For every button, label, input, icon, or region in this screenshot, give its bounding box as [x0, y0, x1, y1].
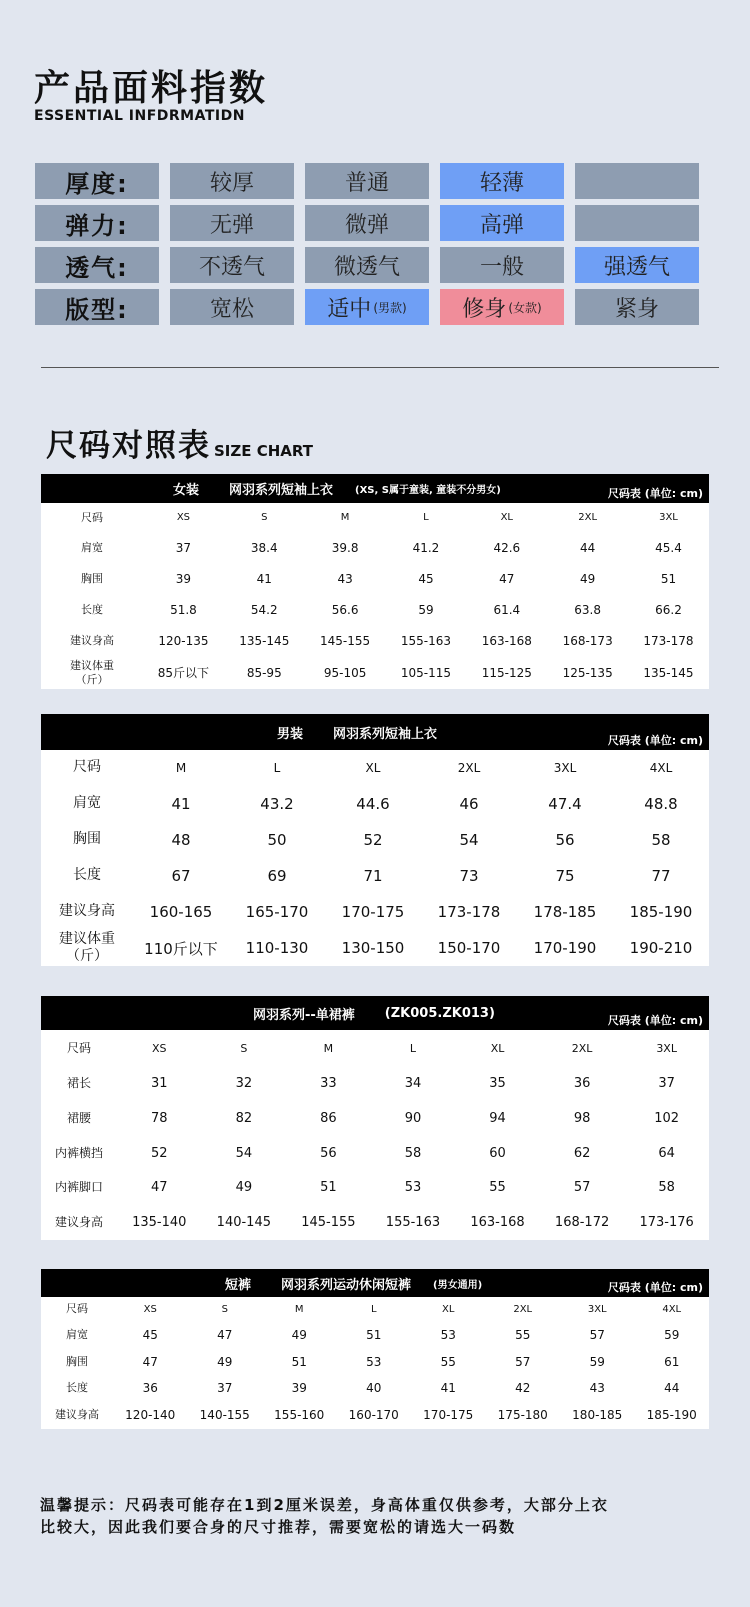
- size-data-row: [41, 1401, 709, 1429]
- size-cell: 145-155: [301, 1214, 356, 1230]
- size-data-row: [41, 1348, 709, 1375]
- fabric-option-label: 普通: [344, 170, 389, 196]
- size-cell: 2XL: [457, 761, 481, 775]
- size-table-title: [277, 714, 437, 750]
- fabric-title: 产品面料指数: [34, 68, 269, 109]
- size-cell: 47: [151, 1179, 168, 1195]
- size-data-row: [41, 1100, 709, 1136]
- size-data-row: [41, 656, 709, 689]
- size-cell: 47: [142, 1354, 158, 1369]
- size-table: [41, 1269, 709, 1429]
- size-row-label: 肩宽: [73, 795, 101, 812]
- fabric-option-label: 强透气: [603, 254, 670, 280]
- size-cell: 173-178: [643, 633, 694, 648]
- size-cell: 85斤以下: [157, 666, 210, 680]
- size-cell: 55: [489, 1179, 506, 1195]
- size-table-note: (男女通用): [433, 1279, 483, 1291]
- size-tip: [40, 1494, 609, 1538]
- fabric-subtitle: ESSENTIAL INFDRMATIDN: [34, 108, 245, 124]
- size-cell: 67: [171, 867, 191, 885]
- size-cell: 46: [459, 795, 479, 813]
- size-cell: 168-172: [554, 1214, 610, 1230]
- size-row-label: [41, 931, 133, 966]
- size-row-label: 内裤横挡: [54, 1145, 103, 1160]
- size-row-label: 裙长: [66, 1075, 91, 1090]
- size-table-unit: 尺码表 (单位: cm): [607, 1014, 703, 1027]
- size-data-row: [41, 894, 709, 930]
- size-cell: 2XL: [513, 1303, 533, 1315]
- size-cell: 49: [235, 1179, 253, 1195]
- fabric-option-empty: [575, 205, 699, 241]
- fabric-option-label: 修身: [462, 296, 507, 322]
- size-row-label: 尺码: [66, 1040, 91, 1055]
- size-cell: 44.6: [356, 795, 390, 813]
- size-cell: 105-115: [400, 665, 452, 680]
- size-cell: L: [273, 761, 281, 775]
- size-table: [41, 996, 709, 1240]
- size-row-label: 长度: [81, 602, 103, 616]
- size-row-label: 建议身高: [70, 633, 114, 647]
- fabric-option-label: 一般: [479, 254, 524, 280]
- size-cell: 173-176: [639, 1214, 694, 1230]
- size-cell: 43: [337, 571, 353, 586]
- size-row-label: 尺码: [66, 1302, 88, 1316]
- size-cell: 173-178: [437, 903, 501, 921]
- size-cell: 33: [320, 1075, 337, 1091]
- size-header-row: [41, 1030, 709, 1066]
- size-cell: XL: [365, 761, 381, 775]
- size-cell: 39: [175, 571, 192, 586]
- fabric-index-grid: [35, 163, 710, 331]
- size-cell: 36: [142, 1381, 158, 1395]
- size-cell: 57: [515, 1354, 531, 1369]
- size-cell: 54: [459, 831, 479, 849]
- fabric-option-label: 高弹: [479, 212, 524, 238]
- size-cell: 53: [404, 1179, 422, 1195]
- fabric-option: [575, 247, 699, 283]
- size-row-label: [41, 659, 143, 687]
- size-cell: 163-168: [470, 1214, 525, 1230]
- size-cell: 44: [664, 1381, 680, 1395]
- size-data-row: [41, 1066, 709, 1100]
- size-cell: XS: [176, 512, 191, 523]
- size-cell: 40: [366, 1381, 382, 1395]
- size-row-label: 长度: [73, 867, 101, 884]
- size-header-row: [41, 1297, 709, 1321]
- fabric-row: [35, 289, 710, 325]
- size-cell: 77: [651, 867, 671, 885]
- size-table-title-part: 女装: [173, 483, 200, 498]
- size-cell: 160-165: [149, 903, 213, 921]
- size-row-label: 尺码: [81, 510, 103, 524]
- size-chart-title-cn: 尺码对照表: [46, 428, 211, 464]
- fabric-option: [305, 247, 429, 283]
- fabric-option-note: (女款): [508, 300, 542, 315]
- size-table-unit: 尺码表 (单位: cm): [607, 1281, 703, 1294]
- size-cell: 71: [363, 867, 383, 885]
- size-cell: 58: [658, 1179, 675, 1195]
- fabric-row: [35, 163, 710, 199]
- size-cell: 170-175: [423, 1408, 474, 1422]
- size-chart-title-en: SIZE CHART: [214, 442, 314, 460]
- size-cell: 185-190: [646, 1408, 697, 1422]
- tip-line-2: 比较大，因此我们要合身的尺寸推荐，需要宽松的请选大一码数: [40, 1518, 517, 1536]
- size-row-label: 肩宽: [81, 540, 103, 554]
- size-cell: 64: [658, 1145, 675, 1161]
- size-cell: 165-170: [245, 903, 309, 921]
- size-table-title-part: 男装: [277, 726, 304, 742]
- size-row-label-line: （斤）: [75, 672, 109, 686]
- size-cell: 168-173: [562, 633, 613, 648]
- size-cell: 110-130: [245, 939, 309, 957]
- size-cell: 50: [267, 831, 287, 849]
- size-cell: 53: [440, 1327, 456, 1342]
- fabric-option-empty: [575, 163, 699, 199]
- size-cell: 57: [589, 1327, 605, 1342]
- size-header-row: [41, 750, 709, 786]
- fabric-option-note: (男款): [373, 300, 407, 315]
- size-cell: 190-210: [629, 939, 693, 957]
- fabric-option-label: 紧身: [614, 296, 659, 322]
- fabric-row: [35, 247, 710, 283]
- size-cell: 102: [654, 1110, 680, 1126]
- size-cell: 78: [151, 1110, 168, 1126]
- size-table-note: (XS, S属于童装, 童装不分男女): [355, 485, 501, 496]
- fabric-option: [170, 247, 294, 283]
- size-cell: 54.2: [250, 602, 278, 617]
- fabric-row-label: 厚度:: [35, 163, 159, 199]
- size-data-row: [41, 625, 709, 656]
- size-cell: M: [340, 512, 350, 523]
- size-row-label: 建议身高: [59, 903, 115, 920]
- size-row-label: 长度: [66, 1381, 88, 1395]
- size-row-label-line: 建议体重: [70, 658, 114, 672]
- size-row-label: 胸围: [66, 1354, 88, 1368]
- size-cell: 135-145: [239, 633, 290, 648]
- size-cell: 53: [366, 1354, 382, 1369]
- size-cell: 86: [320, 1110, 337, 1126]
- size-cell: 44: [580, 540, 596, 555]
- size-table-title-part: 网羽系列短袖上衣: [333, 726, 438, 742]
- size-cell: 63.8: [574, 602, 601, 617]
- size-cell: 120-135: [158, 633, 209, 648]
- size-cell: 49: [217, 1354, 233, 1369]
- size-chart-title: [46, 420, 313, 465]
- size-cell: 66.2: [655, 602, 682, 617]
- size-row-label: 肩宽: [66, 1327, 88, 1341]
- size-cell: 32: [235, 1075, 253, 1091]
- size-data-row: [41, 1136, 709, 1170]
- size-cell: M: [294, 1303, 304, 1315]
- size-cell: 4XL: [649, 761, 673, 775]
- size-cell: 37: [658, 1075, 675, 1091]
- size-table-header: [41, 714, 709, 750]
- size-cell: 58: [404, 1145, 422, 1161]
- size-cell: 60: [489, 1145, 506, 1161]
- fabric-option: [170, 289, 294, 325]
- size-cell: 47: [217, 1327, 233, 1342]
- size-cell: 42: [515, 1381, 531, 1395]
- size-cell: 36: [573, 1075, 591, 1091]
- size-cell: 185-190: [629, 903, 693, 921]
- size-row-label: 裙腰: [66, 1110, 91, 1125]
- fabric-row: [35, 205, 710, 241]
- size-table-title: [253, 996, 495, 1030]
- size-cell: S: [221, 1303, 228, 1315]
- fabric-option-label: 较厚: [209, 170, 254, 196]
- size-cell: 37: [217, 1381, 233, 1395]
- fabric-option: [305, 163, 429, 199]
- size-cell: 47.4: [548, 795, 582, 813]
- fabric-option: [440, 163, 564, 199]
- size-cell: L: [423, 512, 429, 523]
- fabric-option-label: 微透气: [333, 254, 400, 280]
- size-header-row: [41, 503, 709, 532]
- size-cell: 51: [366, 1327, 382, 1342]
- size-cell: 150-170: [437, 939, 501, 957]
- size-data-row: [41, 786, 709, 822]
- size-data-row: [41, 563, 709, 594]
- fabric-row-label: 透气:: [35, 247, 159, 283]
- size-cell: 56: [320, 1145, 337, 1161]
- size-cell: 51: [320, 1179, 337, 1195]
- size-cell: M: [323, 1041, 334, 1055]
- size-row-label: 内裤脚口: [54, 1179, 103, 1194]
- size-table: [41, 474, 709, 689]
- size-cell: XL: [500, 512, 513, 523]
- size-cell: 180-185: [572, 1408, 623, 1422]
- size-cell: 39.8: [331, 540, 359, 555]
- fabric-option: [440, 247, 564, 283]
- size-cell: 42.6: [493, 540, 521, 555]
- size-cell: 145-155: [320, 633, 371, 648]
- size-cell: 155-163: [385, 1214, 441, 1230]
- size-cell: 58: [651, 831, 671, 849]
- size-cell: XS: [143, 1303, 157, 1315]
- size-cell: 49: [580, 571, 596, 586]
- size-cell: 82: [235, 1110, 253, 1126]
- size-cell: 51.8: [170, 602, 197, 617]
- size-cell: 90: [404, 1110, 422, 1126]
- size-table-title-part: 短裤: [225, 1277, 252, 1293]
- size-table-title-part: 网羽系列短袖上衣: [229, 483, 334, 498]
- size-row-label: 尺码: [73, 759, 101, 776]
- size-data-row: [41, 1204, 709, 1240]
- size-table-header: [41, 996, 709, 1030]
- size-cell: 61: [664, 1354, 680, 1369]
- fabric-option: [170, 205, 294, 241]
- size-cell: 4XL: [662, 1303, 682, 1315]
- size-cell: 41: [256, 571, 272, 586]
- size-data-row: [41, 930, 709, 966]
- size-cell: 59: [589, 1354, 605, 1369]
- size-cell: 140-145: [216, 1214, 271, 1230]
- size-cell: 59: [418, 602, 434, 617]
- size-table-unit: 尺码表 (单位: cm): [607, 487, 703, 500]
- size-data-row: [41, 1170, 709, 1204]
- size-cell: 3XL: [656, 1041, 677, 1055]
- size-cell: 115-125: [481, 665, 532, 680]
- size-table-header: [41, 474, 709, 503]
- size-cell: 45: [418, 571, 434, 586]
- size-cell: 43.2: [260, 795, 294, 813]
- size-table: [41, 714, 709, 966]
- size-row-label-line: （斤）: [66, 948, 108, 964]
- fabric-option: [305, 205, 429, 241]
- size-cell: 175-180: [497, 1408, 548, 1422]
- size-cell: 2XL: [578, 512, 598, 523]
- size-cell: 3XL: [587, 1303, 607, 1315]
- size-cell: 3XL: [659, 512, 678, 523]
- size-cell: 38.4: [250, 540, 278, 555]
- size-cell: 94: [489, 1110, 506, 1126]
- size-cell: 41: [171, 795, 191, 813]
- fabric-option-label: 无弹: [209, 212, 254, 238]
- size-cell: 47: [499, 571, 515, 586]
- size-cell: S: [240, 1041, 248, 1055]
- size-cell: 51: [291, 1354, 307, 1369]
- size-cell: 170-190: [533, 939, 597, 957]
- size-data-row: [41, 532, 709, 563]
- fabric-option-label: 微弹: [344, 212, 389, 238]
- size-row-label: 胸围: [81, 571, 103, 585]
- size-table-title-part: (ZK005.ZK013): [384, 1005, 495, 1021]
- size-cell: 61.4: [493, 602, 521, 617]
- size-cell: 55: [515, 1327, 531, 1342]
- fabric-option-label: 轻薄: [479, 170, 524, 196]
- fabric-row-label: 弹力:: [35, 205, 159, 241]
- size-row-label-line: 建议体重: [59, 930, 115, 947]
- size-cell: M: [175, 761, 187, 775]
- size-cell: 54: [235, 1145, 253, 1161]
- fabric-option: [170, 163, 294, 199]
- size-cell: 135-145: [643, 665, 694, 680]
- size-cell: 51: [660, 571, 677, 586]
- size-cell: 41.2: [412, 540, 440, 555]
- size-table-title: [225, 1269, 482, 1297]
- size-cell: 41: [440, 1381, 456, 1395]
- size-cell: 2XL: [571, 1041, 593, 1055]
- size-cell: 85-95: [246, 665, 282, 680]
- size-table-header: [41, 1269, 709, 1297]
- size-cell: 39: [291, 1381, 307, 1395]
- size-cell: 31: [151, 1075, 168, 1091]
- size-cell: 178-185: [533, 903, 597, 921]
- size-cell: 48: [171, 831, 191, 849]
- size-cell: XS: [152, 1041, 167, 1055]
- size-table-title-part: 网羽系列运动休闲短裤: [281, 1277, 412, 1293]
- fabric-option-label: 适中: [327, 296, 372, 322]
- size-cell: L: [370, 1303, 377, 1315]
- size-cell: 140-155: [199, 1408, 250, 1422]
- fabric-option-label: 不透气: [198, 254, 265, 280]
- size-cell: 49: [291, 1327, 307, 1342]
- size-cell: 98: [573, 1110, 591, 1126]
- size-data-row: [41, 1375, 709, 1401]
- size-row-label: 建议身高: [54, 1214, 103, 1229]
- size-cell: 56: [555, 831, 575, 849]
- size-row-label: 胸围: [73, 831, 101, 848]
- size-table-title: [173, 474, 501, 503]
- size-cell: 110斤以下: [144, 939, 218, 958]
- size-table-title-part: 网羽系列--单裙裤: [253, 1007, 355, 1023]
- fabric-option-label: 宽松: [209, 296, 254, 322]
- fabric-option: [440, 205, 564, 241]
- size-cell: 45: [142, 1327, 158, 1342]
- size-cell: L: [409, 1041, 417, 1055]
- size-cell: 163-168: [481, 633, 532, 648]
- size-cell: XL: [490, 1041, 505, 1055]
- size-data-row: [41, 858, 709, 894]
- size-cell: 73: [459, 867, 479, 885]
- size-cell: 120-140: [125, 1408, 176, 1422]
- size-cell: 37: [175, 540, 192, 555]
- size-cell: 3XL: [553, 761, 577, 775]
- size-data-row: [41, 822, 709, 858]
- size-cell: 34: [404, 1075, 422, 1091]
- size-cell: 155-160: [274, 1408, 325, 1422]
- size-data-row: [41, 1321, 709, 1348]
- size-data-row: [41, 594, 709, 625]
- tip-line-1: 温馨提示：尺码表可能存在1到2厘米误差，身高体重仅供参考，大部分上衣: [40, 1496, 609, 1514]
- size-cell: 56.6: [331, 602, 359, 617]
- size-cell: 130-150: [341, 939, 405, 957]
- size-cell: 135-140: [132, 1214, 187, 1230]
- size-cell: 57: [573, 1179, 591, 1195]
- size-cell: 59: [664, 1327, 680, 1342]
- section-divider: [41, 367, 719, 368]
- fabric-option: [440, 289, 564, 325]
- size-cell: 55: [440, 1354, 456, 1369]
- size-cell: XL: [442, 1303, 455, 1315]
- size-cell: 48.8: [644, 795, 678, 813]
- size-cell: 160-170: [348, 1408, 399, 1422]
- size-cell: 95-105: [323, 665, 367, 680]
- fabric-row-label: 版型:: [35, 289, 159, 325]
- size-cell: 75: [555, 867, 575, 885]
- fabric-option: [575, 289, 699, 325]
- size-cell: 35: [489, 1075, 506, 1091]
- size-cell: 43: [589, 1381, 605, 1395]
- size-cell: 45.4: [655, 540, 682, 555]
- size-cell: S: [261, 512, 268, 523]
- size-table-unit: 尺码表 (单位: cm): [607, 734, 703, 747]
- size-cell: 52: [363, 831, 383, 849]
- size-cell: 170-175: [341, 903, 405, 921]
- size-cell: 125-135: [562, 665, 613, 680]
- fabric-option: [305, 289, 429, 325]
- size-cell: 69: [267, 867, 287, 885]
- size-cell: 62: [573, 1145, 591, 1161]
- size-cell: 155-163: [400, 633, 452, 648]
- size-row-label: 建议身高: [55, 1408, 99, 1422]
- size-cell: 52: [151, 1145, 168, 1161]
